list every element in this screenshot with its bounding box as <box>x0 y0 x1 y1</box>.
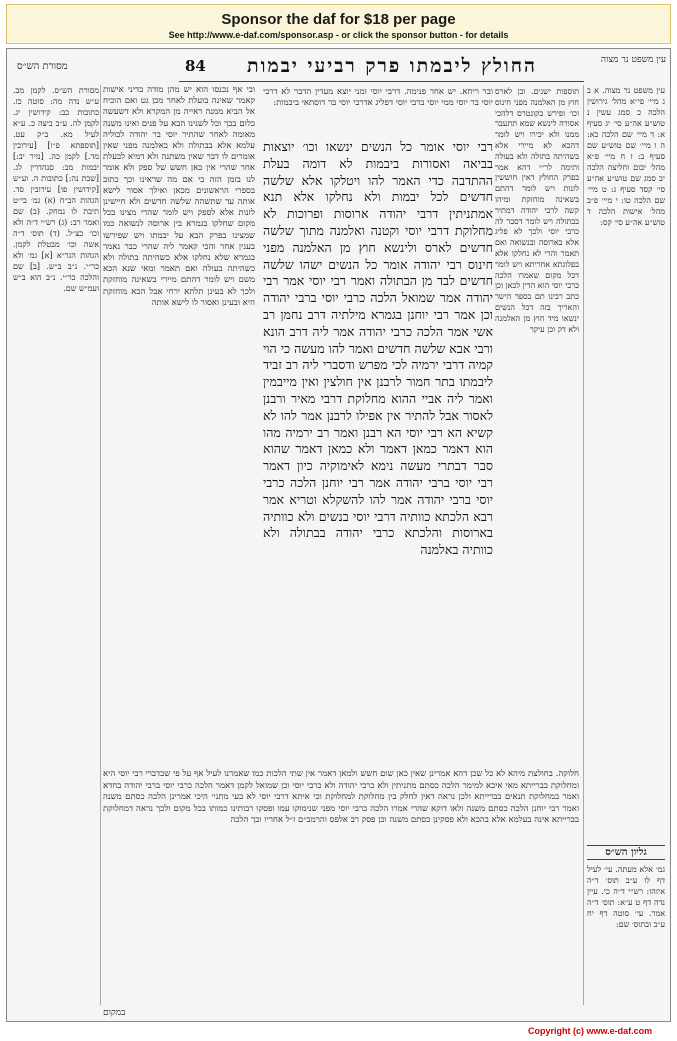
masoret-hashas-column <box>13 85 99 985</box>
gemara-text: רבי יוסי אומר כל הנשים ינשאו וכו׳ יוצאות בביאה ואסורות ביבמות לא דומה בעלת ההתדבה כדי האמר להו ויטלקו אלא שלשה חדשים לכל יבמות ולא נחלקו אלא תנא אמתניתין דרבי יהודה ארוסות ופרוכות לא מחלוקת דרבי יוסי וקטנה ואלמנה מתוך שלשה חדשים לארס ולינשא חוץ מן האלמנה מפני חינוס רבי יהודה אומר כל הנשים ישהו שלשה חדשים לבד מן הבתולה ואמר רבי יוסי אמר רבי יהודה אמר שמואל הלכה כרבי יוסי ברבי יהודה וכן אמר רבי יוחנן בגמרא מילתיה דרב נחמן רב אשי אמר הלכה כרבי יהודה אמר ליה דרב הונא ורבי אבא שלשה חדשים ואמר להו מעשה כי הוי קמיה דרבי ירמיה לכי מפרש ודסברי ליה רב זביד ליבמתו בתר חמור לרבנן אין חולצין ואין מייבמין ואמר ליה אביי ההוא מחלוקת דרבי מאיר ורבנן לאסור אבל להתיר אין אפילו לרבנן אמר להו לא קשיא הא רבי יוסי הא רבנן ואמר רב ירמיה מהו הוא דאמר כמאן דאמר ולא כמאן דאמר שהוא סבר דבתרי מעשה נימא לאימוקיה כיון דאמר רבי יוסי ברבי יהודה אמר רבי יוחנן הלכה כרבי יוסי ברבי יהודה אמר להו להשקלא וטריא אמר רבא הלכתא כוותיה דרבי יוסי בנשים ולא כוותיה בארוסות והלכתא כרבי יהודה בבתולה ולא כוותיה באלמנה <box>263 139 493 558</box>
column-divider <box>583 85 584 1005</box>
tosafot-text: תוספות ישנים. וכן לארס חוץ מן האלמנה מפני חינוס וכו׳ ופירש בקונטרס דלהכי אסורה לינשא שמא תתעבר ממנו ולא יכירו ויש לומר דהכא לא מיירי אלא בשהיתה בתולה ולא בעולה ותימה לר״י דהא אמר בפרק החולץ דאין חוששין לזנות ויש לומר דהתם בשאינה מוחזקת ומיהו קשה לרבי יהודה דמתיר בבתולה ויש לומר דסבר לה כרבי יוסי ולכך לא פליג אלא בארוסה ובנשואה ואם תאמר והרי לא נחלקו אלא בפלוגתא אחריתא ויש לומר דכל מקום שאמרו הלכה כרבי יוסי הוא הדין לכאן וכן כתב רבינו תם בספר הישר והאריך בזה דכל הנשים ינשאו מיד חוץ מן האלמנה ולא דק וכן עיקר <box>495 87 579 334</box>
column-divider <box>100 85 101 1005</box>
rashi-column <box>103 85 255 765</box>
tosafot-column <box>495 87 579 787</box>
header-left-label: מסורת הש״ס <box>17 61 68 72</box>
page-number: 84 <box>185 57 206 75</box>
sponsor-banner-title[interactable]: Sponsor the daf for $18 per page <box>221 11 456 28</box>
bottom-commentary-text: חלוקה. בחולצת מיהא לא כל שכן דהא אמרינן שאין כאן שום חשש ולמאן דאמר אין שתי הלכות כמו שאמרנו לעיל אף על פי שבדברי רבי יוסי היא ומחלוקת בברייתא מאי איכא למימר הלכה כסתם מתניתין ולא כרבי יהודה ולא כרבי יוסי וכן שמואל לקמן דאמר הלכה כרבי יוסי ברבי יהודה בחדא ואמר במחלוקת תנאים בברייתא ולכן נראה דאין לחלק בין מחלוקת למחלוקת וכי איתא דרבי יוסי לא בעי מתני׳ היכי אמרינן הלכה כסתם משנה ואמר רבי יוחנן הלכה כסתם משנה ולאו דוקא שהרי אמרו הלכה כרבי יוסי מפני שנימוקו עמו ופסקו רבותינו כמותו בכל מקום ולכך נראה דמחלוקת בברייתא אינה בעלמא אלא בהכא ולא פסקינן כסתם משנה וכן פסק רב אלפס והרמב״ם ז״ל אחריו וכך הלכה <box>103 769 579 825</box>
gemara-top-commentary <box>263 87 493 135</box>
gilyon-hashas-text: גמ׳ אלא מעתה. עי׳ לעיל דף לו ע״ב תוס׳ ד״ה איזהו: רש״י ד״ה כי. עיין נדה דף ט ע״א: תוס׳ ד״ה אמר. עי׳ סוטה דף יח ע״ב ובתוס׳ שם: <box>587 865 665 929</box>
ein-mishpat-column <box>587 85 665 805</box>
gilyon-hashas-title: גליון הש״ס <box>587 845 665 860</box>
bottom-commentary <box>103 769 579 1007</box>
rashi-text: ובי אף נכנסו הוא יש מהן מודה בדיני אישות קאמר שאינה בועלת לאחר מכן גט ואם הוכיח אל הביא ממנה ראייה מן המקרא ולא דשעשה כלום בכך וכל לשנינו הבא על פנים ואינו משנה מאומה לאחר שהתיר יוסי בר יהודה לכוליה עלמא אלא בבתולה ולא באלמנה מפני שאין אומרים לו דבר שאין משתנה ולא דמיא לבעלת אחר שהרי אין כאן חשש של ספק ולא אומר לנו בזמן הזה כי אם מה שראינו וכך כתוב בספרי הראשונים מכאן ואילך אסור לישא אותה עד שתשהה שלשה חדשים ולא חיישינן לזנות אלא לספק ויש לומר שהרי מצינו בכל מקום שחלקו בגמרא בין ארוסה לנשואה כמו שמצינו בפרק הבא על יבמתו ויש שפירשו בענין אחר והכי קאמר ליה שהרי כבר נאמר בגמרא שלא נחלקו אלא כשהיתה בתולה ולא כשהיתה בעולה ואם תאמר ומאי שנא הכא משם ויש לומר דהתם מיירי בשאינה מוחזקת ולכך לא בעינן תלתא ירחי אבל הכא מוחזקת היא ובעינן ואסור לו לישא אותה <box>103 85 255 308</box>
header-right-label: עין משפט נר מצוה <box>600 55 666 65</box>
header-rule <box>179 81 584 82</box>
talmud-page <box>6 48 671 1022</box>
gemara-column <box>263 139 493 679</box>
catchword: במקום <box>103 1008 126 1018</box>
copyright-link[interactable]: Copyright (c) www.e-daf.com <box>528 1026 653 1036</box>
gilyon-hashas-column <box>587 839 665 1009</box>
sponsor-banner-subtitle[interactable]: See http://www.e-daf.com/sponsor.asp - or click the sponsor button - for details <box>168 30 509 40</box>
page-title: החולץ ליבמתו פרק רביעי יבמות <box>247 55 537 77</box>
sponsor-banner[interactable] <box>6 4 671 44</box>
ein-mishpat-text: עין משפט נר מצוה. א ב ג מיי׳ פי״א מהל׳ גירושין הלכה כ סמג עשין נ טוש״ע אה״ע סי׳ יג סעיף א: ד מיי׳ שם הלכה כא: ה ו מיי׳ שם טוש״ע שם סעיף ב: ז ח מיי׳ פ״א מהל׳ יבום וחליצה הלכה יב סמג שם טוש״ע אה״ע סי׳ קסד סעיף ג: ט מיי׳ שם הלכה טו: י מיי׳ פ״ב מהל׳ אישות הלכה ד טוש״ע אה״ע סי׳ קס: <box>587 86 665 227</box>
gemara-top-text: ובר ריחא. יש אחר פנימה. דרבי יוסי ומני יוצא מעדין הדבר לא דרבי יוסי בר יוסי ממי יוסי ברבי יוסי דפליג אדרבי יוסי בר דוסתאי ביבמות: <box>263 87 493 109</box>
masoret-hashas-text: מסורת הש״ס. לקמן מב. ע״ש נדה מה: סוטה כז. כתובות כב: קידושין יג. לקמן לה. ע״ב ביצה כ. ע״א לעיל מא. ב״ק עט. [תוספתא פ״ו] [עירובין מד.] לקמן כה. [נזיר יב:] יבמות מב: סנהדרין לג. [שבת נה:] כתובות ה. וע״ש [קידושין פו] עירובין סד. הגהות הב״ח (א) גמ׳ בי״ט תיבת לו נמחק. (ב) שם ואמר רב: (ג) רש״י ד״ה ולא וכו׳ כצ״ל. (ד) תוס׳ ד״ה אשה וכו׳ מבטלת לקמן. הגהות הגר״א [א] גמ׳ ולא כר״י. נ״ב ב״ש. [ב] שם והלכה כר״י. נ״ב הוא ב״ש ועמ״ש שם. <box>13 86 99 293</box>
